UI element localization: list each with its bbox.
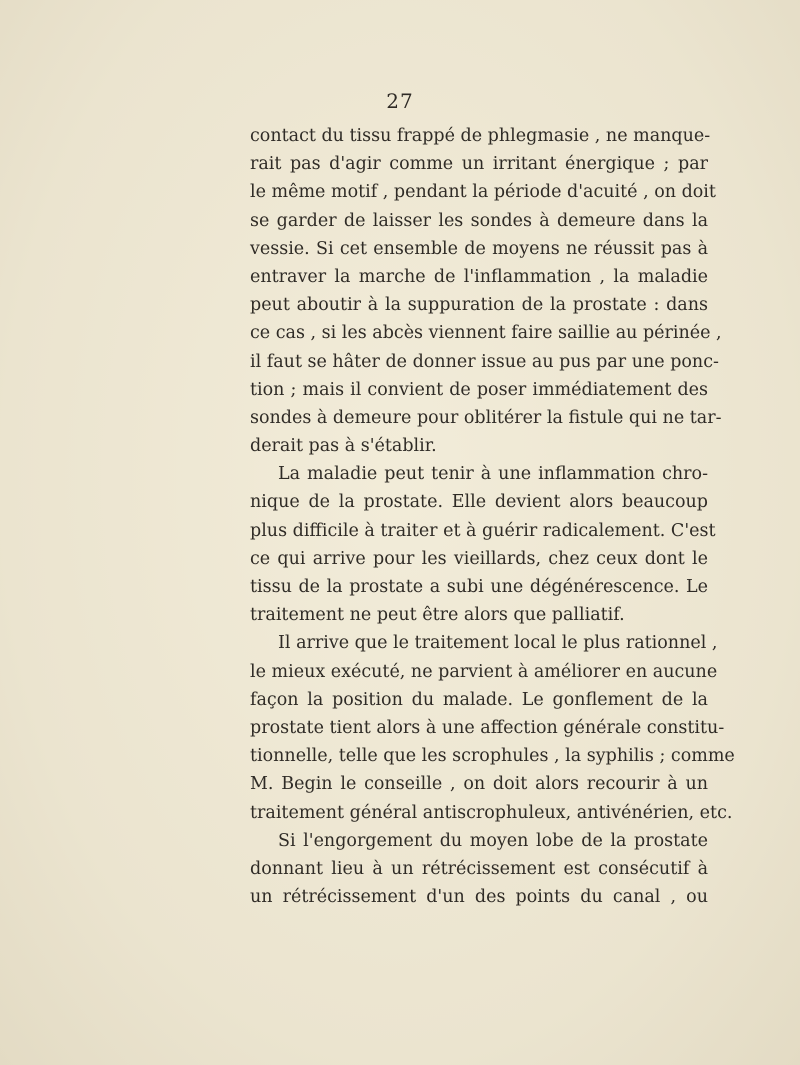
text-line: contact du tissu frappé de phlegmasie , ne manque-	[250, 126, 711, 146]
text-line: M. Begin le conseille , on doit alors recourir à un	[250, 774, 708, 795]
text-line: le même motif , pendant la période d'acuité , on doit	[250, 182, 716, 203]
text-line: traitement général antiscrophuleux, antivénérien, etc.	[250, 802, 733, 823]
paragraph-4	[250, 827, 708, 912]
text-line: derait pas à s'établir.	[250, 436, 437, 457]
text-line: tionnelle, telle que les scrophules , la syphilis ; comme	[250, 746, 735, 767]
text-line: prostate tient alors à une affection générale constitu-	[250, 717, 725, 738]
paragraph-1	[250, 122, 722, 460]
text-line: ce cas , si les abcès viennent faire saillie au périnée ,	[250, 323, 722, 344]
text-line: rait pas d'agir comme un irritant énergique ; par	[250, 154, 708, 175]
paragraph-3	[250, 629, 735, 826]
text-line: tion ; mais il convient de poser immédiatement des	[250, 379, 708, 400]
text-line: ce qui arrive pour les vieillards, chez ceux dont le	[250, 548, 708, 569]
page-number: 27	[386, 89, 414, 113]
text-line: peut aboutir à la suppuration de la prostate : dans	[250, 295, 708, 316]
text-line: nique de la prostate. Elle devient alors beaucoup	[250, 492, 708, 513]
text-line: Si l'engorgement du moyen lobe de la prostate	[278, 830, 708, 851]
text-line: façon la position du malade. Le gonflement de la	[250, 689, 708, 710]
text-line: un rétrécissement d'un des points du canal , ou	[250, 887, 708, 908]
paragraph-2	[250, 460, 716, 629]
text-line: donnant lieu à un rétrécissement est consécutif à	[250, 858, 708, 879]
text-line: plus difficile à traiter et à guérir radicalement. C'est	[250, 520, 716, 541]
text-line: entraver la marche de l'inflammation , la maladie	[250, 266, 708, 287]
text-line: le mieux exécuté, ne parvient à améliorer en aucune	[250, 661, 718, 682]
text-line: se garder de laisser les sondes à demeure dans la	[250, 210, 708, 231]
text-line: La maladie peut tenir à une inflammation chro-	[278, 464, 708, 485]
text-line: tissu de la prostate a subi une dégénérescence. Le	[250, 577, 708, 597]
body-text	[250, 122, 735, 911]
text-line: sondes à demeure pour oblitérer la fistule qui ne tar-	[250, 407, 722, 428]
text-line: traitement ne peut être alors que palliatif.	[250, 605, 625, 626]
text-line: vessie. Si cet ensemble de moyens ne réussit pas à	[250, 238, 708, 259]
text-line: Il arrive que le traitement local le plus rationnel ,	[278, 633, 718, 654]
text-line: il faut se hâter de donner issue au pus par une ponc-	[250, 351, 719, 372]
